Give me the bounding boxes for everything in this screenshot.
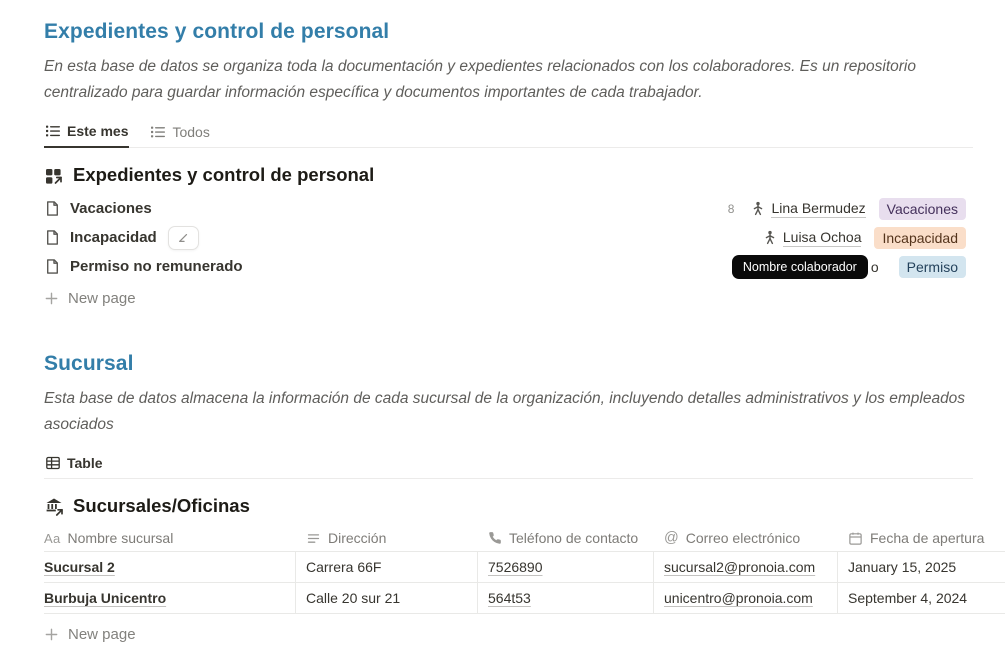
cell-value: Carrera 66F: [306, 559, 382, 575]
list-item-vacaciones[interactable]: [44, 194, 973, 223]
rollup-count: 8: [727, 201, 735, 216]
column-header-correo[interactable]: [654, 525, 838, 552]
page-link[interactable]: Incapacidad: [70, 229, 157, 246]
tooltip: Nombre colaborador: [732, 255, 868, 279]
table-cell-nombre[interactable]: [44, 583, 296, 614]
collection-header-sucursales[interactable]: [44, 495, 973, 517]
person-chip[interactable]: [763, 229, 862, 247]
tab-label: Todos: [172, 124, 210, 140]
page-icon: [44, 200, 61, 217]
table-cell-direccion[interactable]: [296, 583, 478, 614]
view-tabs: [44, 119, 973, 148]
person-icon: [751, 201, 765, 216]
table-cell-direccion[interactable]: [296, 552, 478, 583]
column-label: Nombre sucursal: [67, 530, 174, 546]
table-cell-telefono[interactable]: [478, 552, 654, 583]
page-description-sucursal: Esta base de datos almacena la información de cada sucursal de la organización, incluyendo detalles administrativos y los empleados asociados: [44, 390, 966, 433]
table-cell-fecha[interactable]: [838, 583, 1005, 614]
text-lines-icon: [306, 531, 321, 546]
tag-incapacidad[interactable]: Incapacidad: [874, 227, 966, 249]
tab-label: Este mes: [67, 123, 129, 139]
at-icon: @: [664, 530, 679, 546]
new-page-label: New page: [68, 289, 136, 307]
text-type-icon: Aa: [44, 530, 61, 546]
collection-title: Expedientes y control de personal: [73, 164, 375, 185]
row-properties: [728, 198, 966, 220]
cell-value: 564t53: [488, 590, 531, 606]
column-label: Teléfono de contacto: [509, 530, 639, 546]
sucursales-table: [44, 525, 1005, 614]
cell-value: sucursal2@pronoia.com: [664, 559, 816, 575]
list-view-icon: [150, 124, 166, 140]
list-item-permiso[interactable]: [44, 252, 973, 281]
page-description: En esta base de datos se organiza toda la documentación y expedientes relacionados con los colaboradores. Es un repositorio centralizado para guardar información específica y documentos importantes de cada trabajador.: [44, 58, 916, 101]
person-name: Luisa Ochoa: [782, 228, 862, 245]
linked-database-icon: [44, 166, 64, 186]
cell-value: Burbuja Unicentro: [44, 590, 167, 606]
plus-icon: [44, 291, 59, 306]
page-link[interactable]: Vacaciones: [70, 200, 152, 217]
page-title-sucursal: Sucursal: [44, 352, 134, 375]
collection-header-expedientes[interactable]: [44, 164, 973, 186]
table-cell-correo[interactable]: [654, 552, 838, 583]
row-properties: [763, 227, 966, 249]
tab-table[interactable]: [44, 451, 104, 478]
list-view-icon: [45, 123, 61, 139]
row-properties: [732, 255, 966, 279]
tab-este-mes[interactable]: [44, 119, 129, 148]
page-icon: [44, 229, 61, 246]
column-header-direccion[interactable]: [296, 525, 478, 552]
person-name: Lina Bermudez: [771, 199, 866, 216]
table-cell-fecha[interactable]: [838, 552, 1005, 583]
cell-value: unicentro@pronoia.com: [664, 590, 813, 606]
page-icon: [44, 258, 61, 275]
phone-icon: [488, 531, 502, 545]
table-cell-correo[interactable]: [654, 583, 838, 614]
column-label: Correo electrónico: [685, 530, 801, 546]
column-header-fecha[interactable]: [838, 525, 1005, 552]
new-page-button[interactable]: [44, 620, 973, 648]
person-name-partial: o: [870, 258, 879, 275]
cell-value: January 15, 2025: [848, 559, 957, 575]
tag-vacaciones[interactable]: Vacaciones: [879, 198, 966, 220]
collection-title: Sucursales/Oficinas: [73, 495, 250, 516]
new-page-button[interactable]: [44, 284, 973, 312]
column-header-telefono[interactable]: [478, 525, 654, 552]
cell-value: Sucursal 2: [44, 559, 115, 575]
page-title: Expedientes y control de personal: [44, 20, 390, 43]
plus-icon: [44, 627, 59, 642]
list-item-incapacidad[interactable]: [44, 223, 973, 252]
cell-value: Calle 20 sur 21: [306, 590, 401, 606]
view-tabs-sucursal: [44, 451, 973, 479]
tab-todos[interactable]: [149, 120, 210, 147]
column-label: Dirección: [328, 530, 387, 546]
new-page-label: New page: [68, 625, 136, 643]
calendar-icon: [848, 531, 863, 546]
page-link[interactable]: Permiso no remunerado: [70, 258, 243, 275]
column-header-nombre[interactable]: [44, 525, 296, 552]
cell-value: 7526890: [488, 559, 543, 575]
table-cell-telefono[interactable]: [478, 583, 654, 614]
cell-value: September 4, 2024: [848, 590, 968, 606]
column-label: Fecha de apertura: [870, 530, 985, 546]
edit-button[interactable]: [168, 226, 199, 250]
tag-permiso[interactable]: Permiso: [899, 256, 966, 278]
tab-label: Table: [67, 455, 103, 471]
person-icon: [763, 230, 777, 245]
linked-bank-icon: [44, 497, 64, 517]
table-view-icon: [45, 455, 61, 471]
table-cell-nombre[interactable]: [44, 552, 296, 583]
person-chip[interactable]: [751, 200, 865, 218]
